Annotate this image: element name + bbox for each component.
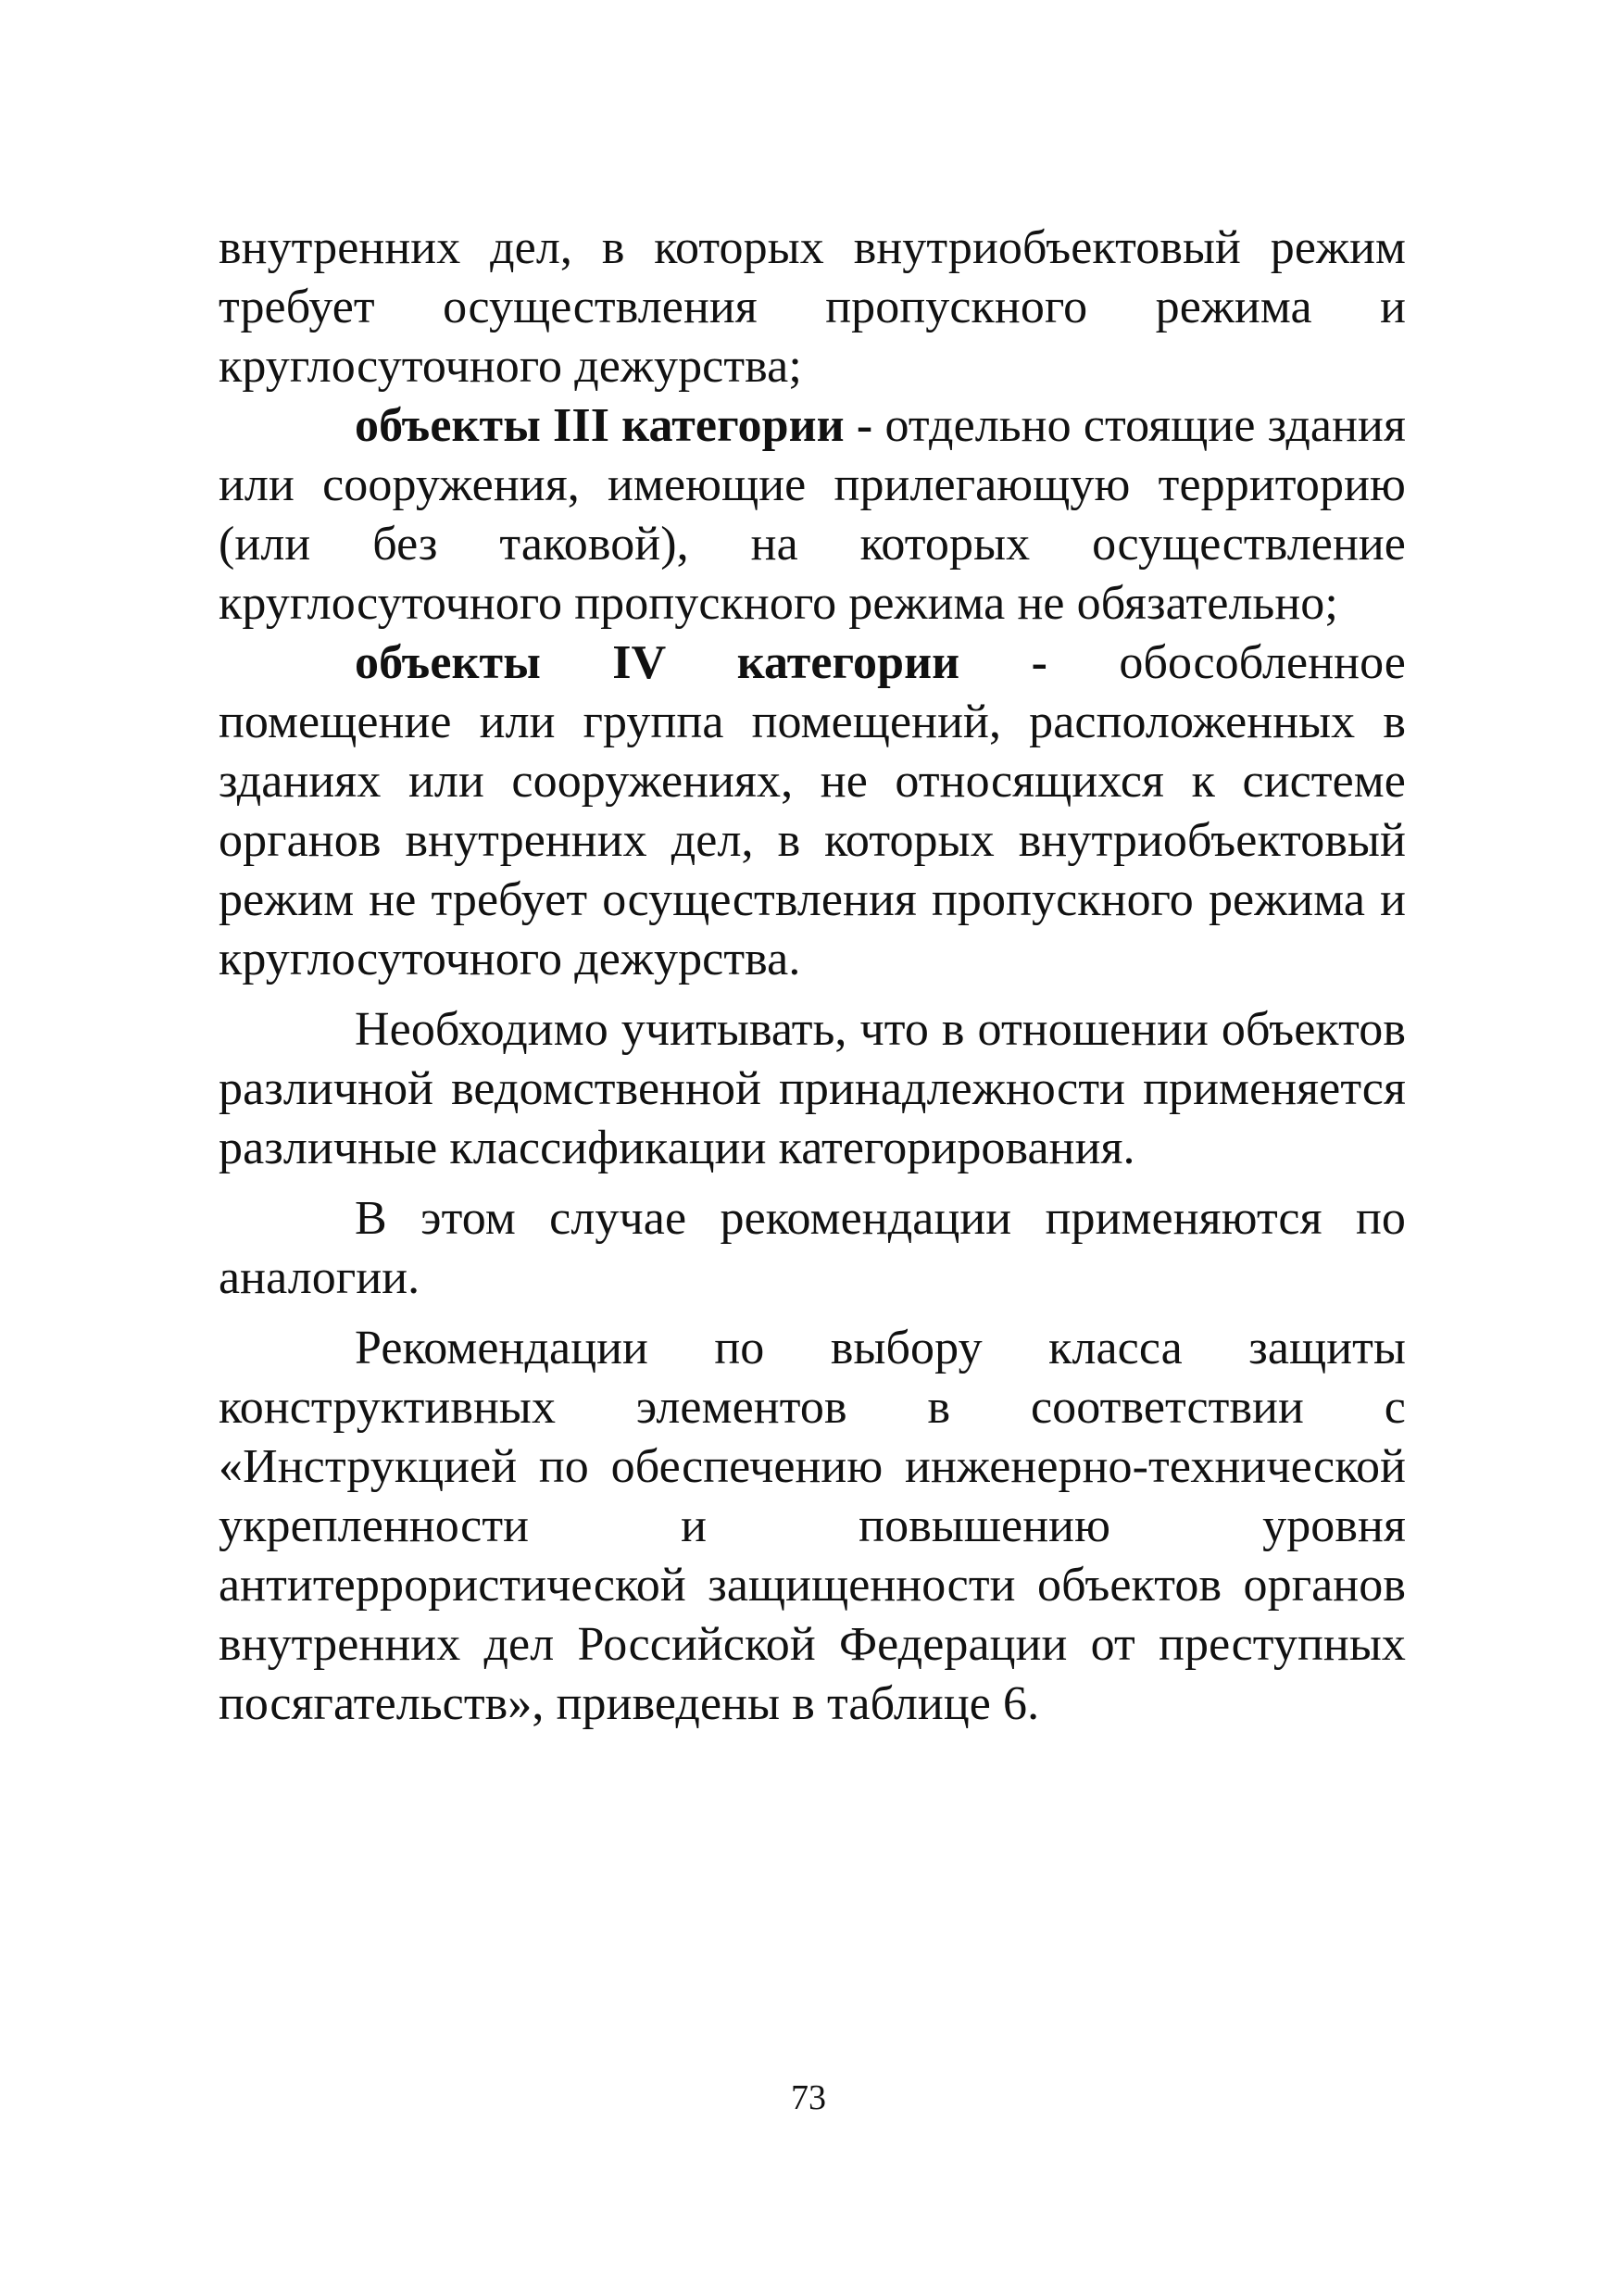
category-iii-definition: отдельно стоящие здания или сооружения, имеющие прилегающую территорию (или без таковой), на которых осуществление круглосуточного пропускного режима не обязательно; (219, 399, 1406, 630)
paragraph-continuation: внутренних дел, в которых внутриобъектовый режим требует осуществления пропускного режима и круглосуточного дежурства; (219, 221, 1406, 393)
category-iii-term: объекты III категории - (355, 399, 873, 452)
category-iv-definition: обособленное помещение или группа помещений, расположенных в зданиях или сооружениях, не относящихся к системе органов внутренних дел, в которых внутриобъектовый режим не требует осуществления пропускного режима и круглосуточного дежурства. (219, 636, 1406, 985)
page-number: 73 (791, 2078, 826, 2117)
paragraph-recommendations: Рекомендации по выбору класса защиты конструктивных элементов в соответствии с «Инструкцией по обеспечению инженерно-технической укрепленности и повышению уровня антитеррористической защищенности объектов органов внутренних дел Российской Федерации от преступных посягательств», приведены в таблице 6. (219, 1322, 1406, 1730)
paragraph-classification-note: Необходимо учитывать, что в отношении объектов различной ведомственной принадлежности применяется различные классификации категорирования. (219, 1003, 1406, 1174)
paragraph-category-iii (219, 396, 1406, 634)
paragraph-category-iv (219, 634, 1406, 989)
category-iv-term: объекты IV категории - (355, 636, 1048, 689)
paragraph-analogy-note: В этом случае рекомендации применяются по аналогии. (219, 1192, 1406, 1304)
page-body-text (219, 219, 1406, 1734)
